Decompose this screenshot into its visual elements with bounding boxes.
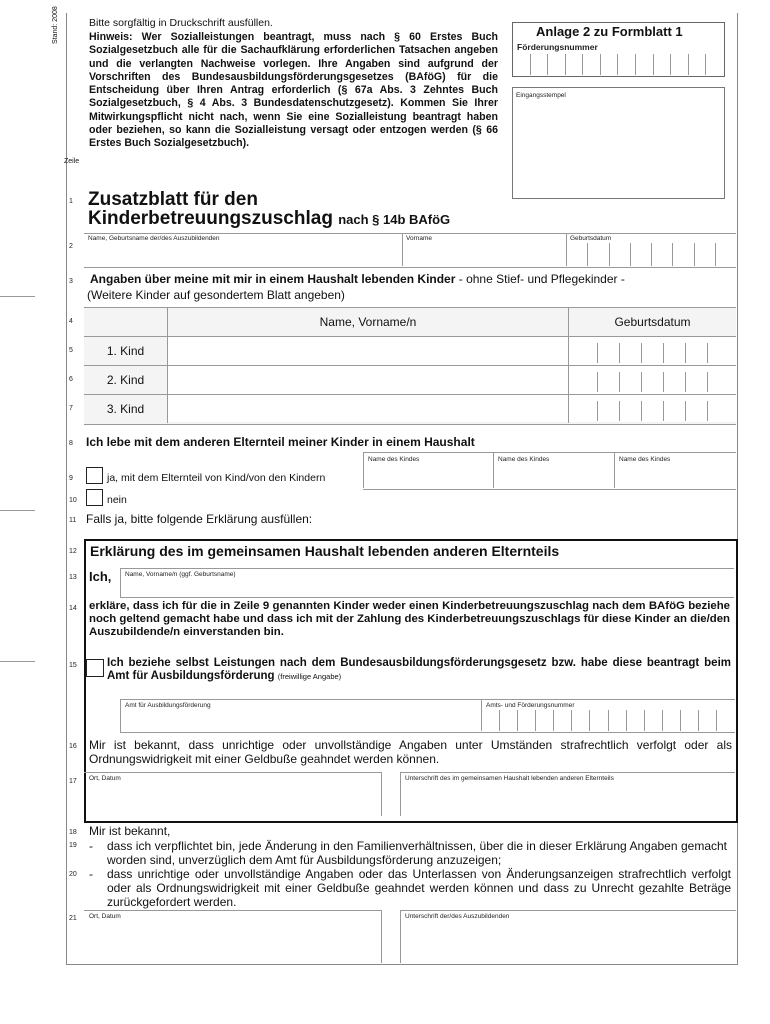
children-heading <box>90 272 730 286</box>
row-number: 4 <box>69 318 73 325</box>
leistungen-text-bold: Ich beziehe selbst Leistungen nach dem Bundesausbildungsförderungsgesetz bzw. habe diese beantragt beim Amt für Ausbildungsförderung <box>107 657 731 682</box>
ort-datum-label: Ort, Datum <box>89 775 121 782</box>
mir-bekannt-text: Mir ist bekannt, <box>89 824 171 838</box>
kind-name-field[interactable] <box>168 337 568 365</box>
row-number: 6 <box>69 376 73 383</box>
nein-label: nein <box>107 494 127 506</box>
ja-label: ja, mit dem Elternteil von Kind/von den Kindern <box>107 472 326 484</box>
kind-date-field[interactable] <box>569 337 736 422</box>
row-number: 1 <box>69 198 73 205</box>
erklaerung-heading: Erklärung des im gemeinsamen Haushalt lebenden anderen Elternteils <box>90 543 560 559</box>
children-heading-line2: (Weitere Kinder auf gesondertem Blatt angeben) <box>87 288 345 302</box>
eingangsstempel-label: Eingangsstempel <box>516 92 566 99</box>
name-des-kindes-label: Name des Kindes <box>368 456 420 463</box>
title-suffix: nach § 14b BAföG <box>338 212 451 227</box>
unrichtig-text: dass unrichtige oder unvollständige Angaben oder das Unterlassen von Änderungsanzeigen strafrechtlich verfolgt oder als Ordnungswidrigkeit mit einer Geldbuße geahndet werden können und dass zu Unrecht gezahlte Beträge zurückgefordert werden. <box>107 867 731 909</box>
row-number: 21 <box>69 915 77 922</box>
name-des-kindes-label: Name des Kindes <box>619 456 671 463</box>
ich-name-label: Name, Vorname/n (ggf. Geburtsname) <box>125 571 236 578</box>
stand-label: Stand: 2008 <box>52 6 59 44</box>
row-number: 18 <box>69 829 77 836</box>
dash: - <box>89 867 93 881</box>
row-number: 3 <box>69 278 73 285</box>
amtsnr-label: Amts- und Förderungsnummer <box>486 702 575 709</box>
kind-label: 3. Kind <box>106 402 145 416</box>
amtsnr-field[interactable] <box>482 710 734 731</box>
children-heading-rest: - ohne Stief- und Pflegekinder - <box>455 272 625 286</box>
row-number: 15 <box>69 662 77 669</box>
row-number: 2 <box>69 243 73 250</box>
col-name-header: Name, Vorname/n <box>319 315 417 329</box>
fold-mark <box>0 661 35 662</box>
bekannt-text: Mir ist bekannt, dass unrichtige oder unvollständige Angaben unter Umständen strafrechtlich verfolgt oder als Ordnungswidrigkeit mit einer Geldbuße geahndet werden können. <box>89 738 732 766</box>
row-number: 12 <box>69 548 77 555</box>
row-number: 9 <box>69 475 73 482</box>
row-number: 7 <box>69 405 73 412</box>
applicant-geburtsdatum-label: Geburtsdatum <box>570 235 612 242</box>
title-main: Kinderbetreuungszuschlag <box>88 208 333 229</box>
zeile-label: Zeile <box>64 158 80 165</box>
applicant-name-label: Name, Geburtsname der/des Auszubildenden <box>88 235 220 242</box>
intro-text: Bitte sorgfältig in Druckschrift ausfüllen. <box>89 17 273 29</box>
page-title-line1: Zusatzblatt für den <box>88 189 258 210</box>
unterschrift-auszubildende-label: Unterschrift der/des Auszubildenden <box>405 913 510 920</box>
foerderungsnummer-field[interactable] <box>513 54 723 75</box>
row-number: 8 <box>69 440 73 447</box>
row-number: 19 <box>69 842 77 849</box>
kind-label: 1. Kind <box>106 344 145 358</box>
row-number: 20 <box>69 871 77 878</box>
name-des-kindes-label: Name des Kindes <box>498 456 550 463</box>
leistungen-checkbox[interactable] <box>86 659 104 677</box>
ort-datum-field[interactable] <box>84 772 382 816</box>
anlage-title: Anlage 2 zu Formblatt 1 <box>536 24 683 39</box>
applicant-geburtsdatum-field[interactable] <box>567 243 736 266</box>
leistungen-text <box>107 657 731 683</box>
ort-datum-label-2: Ort, Datum <box>89 913 121 920</box>
row-number: 11 <box>69 517 77 524</box>
children-heading-bold: Angaben über meine mit mir in einem Haushalt lebenden Kinder <box>90 272 456 286</box>
ich-label: Ich, <box>89 569 112 584</box>
amt-label: Amt für Ausbildungsförderung <box>125 702 211 709</box>
page-title-line2 <box>88 208 450 230</box>
kind-label: 2. Kind <box>106 373 145 387</box>
ort-datum-field-2[interactable] <box>84 910 382 963</box>
applicant-vorname-label: Vorname <box>406 235 433 242</box>
fold-mark <box>0 296 35 297</box>
foerderungsnummer-label: Förderungsnummer <box>517 42 598 52</box>
col-date-header: Geburtsdatum <box>614 315 691 329</box>
fold-mark <box>0 510 35 511</box>
unterschrift-elternteil-label: Unterschrift des im gemeinsamen Haushalt lebenden anderen Elternteils <box>405 775 614 782</box>
dash: - <box>89 839 93 853</box>
pflicht-text: dass ich verpflichtet bin, jede Änderung in den Familienverhältnissen, über die in dieser Erklärung Angaben gemacht worden sind, unverzüglich dem Amt für Ausbildungsförderung anzuzeigen; <box>107 839 727 867</box>
row-number: 5 <box>69 347 73 354</box>
falls-ja-text: Falls ja, bitte folgende Erklärung ausfüllen: <box>86 512 313 526</box>
kind-name-field[interactable] <box>168 366 568 394</box>
row-number: 10 <box>69 497 77 504</box>
row-number: 14 <box>69 605 77 612</box>
row-number: 17 <box>69 778 77 785</box>
erklaerung-text: erkläre, dass ich für die in Zeile 9 genannten Kinder weder einen Kinderbetreuungszuschlag nach dem BAföG beziehe noch geltend gemacht habe und dass ich mit der Zahlung des Kinderbetreuungszuschlags für diese Kinder an die/den Auszubildende/n einverstanden bin. <box>89 600 730 638</box>
hinweis-text: Hinweis: Wer Sozialleistungen beantragt, muss nach § 60 Erstes Buch Sozialgesetzbuch alle für die Sachaufklärung erforderlichen Tatsachen angeben und die verlangten Nachweise vorlegen. Ihre Angaben sind aufgrund der Vorschriften des Bundesausbildungsförderungsgesetzes (BAföG) für die Entscheidung über Ihren Antrag erforderlich (§ 67a Abs. 3 Zehntes Buch Sozialgesetzbuch, § 4 Abs. 3 Bundesdatenschutzgesetz). Kommen Sie Ihrer Mitwirkungspflicht nicht nach, wenn Sie eine Sozialleistung beantragt haben oder beziehen, so kann die Sozialleistung versagt oder entzogen werden (§ 66 Erstes Buch Sozialgesetzbuch). <box>89 31 498 150</box>
elternteil-heading: Ich lebe mit dem anderen Elternteil meiner Kinder in einem Haushalt <box>86 435 475 449</box>
row-number: 13 <box>69 574 77 581</box>
nein-checkbox[interactable] <box>86 489 103 506</box>
kind-name-field[interactable] <box>168 395 568 422</box>
eingangsstempel-box <box>512 87 725 199</box>
freiwillig-label: (freiwillige Angabe) <box>277 672 342 681</box>
row-number: 16 <box>69 743 77 750</box>
ja-checkbox[interactable] <box>86 467 103 484</box>
